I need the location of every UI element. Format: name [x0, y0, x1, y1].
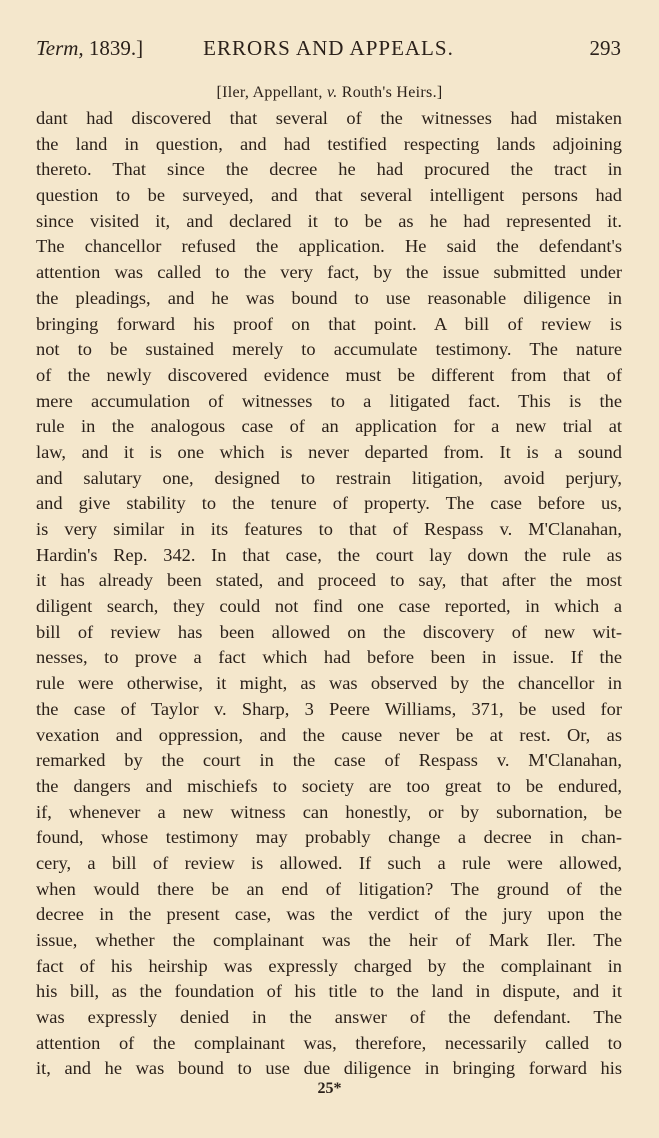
page-number: 293 [589, 36, 621, 60]
text-line: it has already been stated, and proceed to say, that after the most [36, 570, 622, 591]
text-line: vexation and oppression, and the cause never be at rest. Or, as [36, 724, 622, 745]
text-line: law, and it is one which is never departed from. It is a sound [36, 441, 622, 462]
text-line: since visited it, and declared it to be as he had represented it. [36, 210, 622, 231]
text-line: dant had discovered that several of the witnesses had mistaken [36, 108, 622, 128]
subhead-close: Routh's Heirs.] [337, 84, 443, 101]
text-line: The chancellor refused the application. He said the defendant's [36, 236, 622, 257]
case-subheading [0, 84, 659, 102]
text-line: and give stability to the tenure of property. The case before us, [36, 493, 622, 514]
signature-mark: 25* [317, 1080, 342, 1097]
text-line: if, whenever a new witness can honestly, or by subornation, be [36, 801, 622, 822]
text-line: decree in the present case, was the verdict of the jury upon the [36, 904, 622, 925]
text-line: diligent search, they could not find one case reported, in which a [36, 596, 622, 617]
subhead-versus: v. [326, 84, 338, 101]
text-line: mere accumulation of witnesses to a litigated fact. This is the [36, 390, 622, 411]
text-line: was expressly denied in the answer of the defendant. The [36, 1007, 622, 1028]
text-line: and salutary one, designed to restrain litigation, avoid perjury, [36, 467, 622, 488]
text-line: not to be sustained merely to accumulate testimony. The nature [36, 339, 622, 360]
text-line: the land in question, and had testified respecting lands adjoining [36, 133, 622, 154]
text-line: the case of Taylor v. Sharp, 3 Peere Williams, 371, be used for [36, 698, 622, 719]
text-line: attention was called to the very fact, by the issue submitted under [36, 262, 622, 283]
header-term-italic: Term, [36, 36, 84, 60]
text-line: the dangers and mischiefs to society are too great to be endured, [36, 775, 622, 796]
text-line: attention of the complainant was, therefore, necessarily called to [36, 1032, 622, 1053]
text-line: the pleadings, and he was bound to use reasonable diligence in [36, 287, 622, 308]
subhead-open: [Iler, Appellant, [216, 84, 327, 101]
text-line: rule in the analogous case of an application for a new trial at [36, 416, 622, 437]
text-line: of the newly discovered evidence must be different from that of [36, 364, 622, 385]
body-text [36, 106, 622, 1082]
text-line: fact of his heirship was expressly charged by the complainant in [36, 955, 622, 976]
text-line: is very similar in its features to that of Respass v. M'Clanahan, [36, 519, 622, 539]
text-line: question to be surveyed, and that several intelligent persons had [36, 185, 622, 206]
text-line: issue, whether the complainant was the heir of Mark Iler. The [36, 930, 622, 950]
text-line: cery, a bill of review is allowed. If such a rule were allowed, [36, 852, 622, 873]
text-line: remarked by the court in the case of Respass v. M'Clanahan, [36, 750, 622, 771]
text-line: Hardin's Rep. 342. In that case, the court lay down the rule as [36, 544, 622, 565]
text-line: his bill, as the foundation of his title to the land in dispute, and it [36, 981, 622, 1002]
text-line: rule were otherwise, it might, as was observed by the chancellor in [36, 673, 622, 694]
running-header [36, 36, 621, 66]
text-line: when would there be an end of litigation? The ground of the [36, 878, 622, 899]
text-line: bill of review has been allowed on the discovery of new wit- [36, 621, 622, 642]
text-line: found, whose testimony may probably change a decree in chan- [36, 827, 622, 848]
text-line: thereto. That since the decree he had procured the tract in [36, 159, 622, 180]
text-line: nesses, to prove a fact which had before been in issue. If the [36, 647, 622, 668]
header-term-year: 1839.] [83, 36, 144, 60]
text-line: it, and he was bound to use due diligence in bringing forward his [36, 1058, 622, 1079]
header-title: ERRORS AND APPEALS. [203, 36, 454, 60]
text-line: bringing forward his proof on that point. A bill of review is [36, 313, 622, 334]
